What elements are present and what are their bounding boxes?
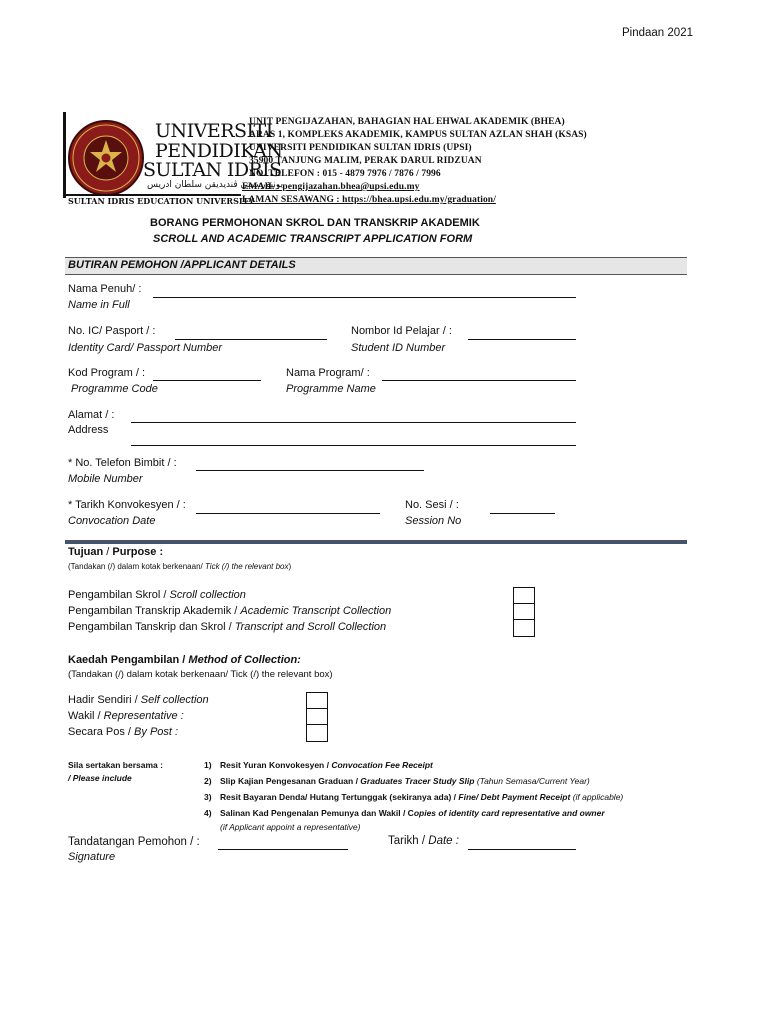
include-item-en: Graduates Tracer Study Slip (360, 776, 475, 786)
include-item-2 (204, 776, 590, 786)
date-field[interactable] (468, 849, 576, 850)
name-label-en: Name in Full (68, 299, 130, 311)
purpose-title-sep: / (103, 546, 113, 558)
purpose-option-en: Scroll collection (169, 589, 246, 601)
mobile-label-en: Mobile Number (68, 473, 143, 485)
include-item-note: (Tahun Semasa/Current Year) (474, 776, 590, 786)
method-option-representative (68, 710, 184, 722)
logo-left-bar (63, 112, 66, 198)
logo-university-line3: SULTAN IDRIS (143, 159, 282, 181)
convocation-date-field[interactable] (196, 513, 380, 514)
logo-english-name: SULTAN IDRIS EDUCATION UNIVERSITY (68, 196, 255, 206)
address-field-line2[interactable] (131, 445, 576, 446)
method-option-en: Self collection (140, 694, 209, 706)
programme-name-label: Nama Program/ : (286, 367, 370, 379)
purpose-title-malay: Tujuan (68, 546, 104, 558)
include-item-note: (if applicable) (570, 792, 624, 802)
address-line2: ARAS 1, KOMPLEKS AKADEMIK, KAMPUS SULTAN AZLAN SHAH (KSAS) (249, 130, 587, 140)
amendment-label: Pindaan 2021 (622, 27, 693, 39)
convocation-date-label: * Tarikh Konvokesyen / : (68, 499, 186, 511)
convocation-date-label-en: Convocation Date (68, 515, 156, 527)
date-label-malay: Tarikh / (388, 835, 429, 847)
student-id-label-en: Student ID Number (351, 342, 446, 354)
mobile-label: * No. Telefon Bimbit / : (68, 457, 177, 469)
include-item-4 (204, 808, 605, 818)
applicant-section-title: BUTIRAN PEMOHON /APPLICANT DETAILS (68, 259, 296, 271)
include-item-en: Convocation Fee Receipt (331, 760, 433, 770)
programme-name-label-en: Programme Name (286, 383, 376, 395)
address-label: Alamat / : (68, 409, 115, 421)
include-label-en: / Please include (68, 773, 132, 783)
address-label-en: Address (68, 424, 109, 436)
purpose-hint-end: ) (288, 562, 292, 571)
include-item-1 (204, 760, 433, 770)
method-option-malay: Wakil / (68, 710, 104, 722)
programme-code-field[interactable] (153, 380, 261, 381)
purpose-option-transcript (68, 605, 391, 617)
student-id-label: Nombor Id Pelajar / : (351, 325, 452, 337)
address-email[interactable]: EMAIL : pengijazahan.bhea@upsi.edu.my (242, 182, 420, 192)
include-label-malay: Sila sertakan bersama : (68, 760, 163, 770)
section-divider (65, 540, 687, 544)
purpose-option-scroll (68, 589, 246, 601)
purpose-option-en: Academic Transcript Collection (240, 605, 392, 617)
purpose-option-both (68, 621, 386, 633)
purpose-option-malay: Pengambilan Skrol / (68, 589, 170, 601)
name-label: Nama Penuh/ : (68, 283, 142, 295)
method-title-en: Method of Collection: (188, 654, 301, 666)
address-website[interactable]: LAMAN SESAWANG : https://bhea.upsi.edu.my/graduation/ (242, 195, 496, 205)
session-label-en: Session No (405, 515, 462, 527)
session-field[interactable] (490, 513, 555, 514)
method-option-malay: Hadir Sendiri / (68, 694, 141, 706)
include-item-3 (204, 792, 623, 802)
method-option-en: By Post : (134, 726, 179, 738)
include-item-malay: Resit Bayaran Denda/ Hutang Tertunggak (sekiranya ada) / (220, 792, 459, 802)
signature-label-en: Signature (68, 851, 116, 863)
method-title-malay: Kaedah Pengambilan / (68, 654, 189, 666)
method-option-en: Representative : (103, 710, 184, 722)
programme-code-label-en: Programme Code (71, 383, 158, 395)
date-label (388, 835, 459, 847)
address-line4: 35900 TANJUNG MALIM, PERAK DARUL RIDZUAN (249, 156, 482, 166)
method-hint: (Tandakan (/) dalam kotak berkenaan/ Tick (/) the relevant box) (68, 669, 333, 680)
university-seal (68, 120, 144, 196)
include-item-4-sub: (if Applicant appoint a representative) (220, 822, 361, 832)
address-field-line1[interactable] (131, 422, 576, 423)
ic-field[interactable] (175, 339, 327, 340)
session-label: No. Sesi / : (405, 499, 459, 511)
method-title (68, 654, 301, 666)
ic-label-en: Identity Card/ Passport Number (68, 342, 223, 354)
include-item-malay: Resit Yuran Konvokesyen / (220, 760, 332, 770)
include-item-num: 2) (204, 776, 212, 786)
include-item-num: 3) (204, 792, 212, 802)
include-item-malay: Slip Kajian Pengesanan Graduan / (220, 776, 361, 786)
signature-field[interactable] (218, 849, 348, 850)
address-line3: UNIVERSITI PENDIDIKAN SULTAN IDRIS (UPSI) (249, 143, 472, 153)
purpose-title-en: Purpose : (112, 546, 164, 558)
include-item-num: 1) (204, 760, 212, 770)
purpose-option-en: Transcript and Scroll Collection (234, 621, 387, 633)
date-label-en: Date : (428, 835, 459, 847)
mobile-field[interactable] (196, 470, 424, 471)
method-option-malay: Secara Pos / (68, 726, 135, 738)
programme-name-field[interactable] (382, 380, 576, 381)
include-item-num: 4) (204, 808, 212, 818)
logo-university-line1: UNIVERSITI (155, 120, 273, 142)
name-field[interactable] (153, 297, 576, 298)
form-title-english: SCROLL AND ACADEMIC TRANSCRIPT APPLICATION FORM (153, 233, 473, 245)
include-item-en: Fine/ Debt Payment Receipt (458, 792, 571, 802)
purpose-hint-malay: (Tandakan (/) dalam kotak berkenaan/ (68, 562, 205, 571)
method-checkbox-post[interactable] (306, 724, 328, 742)
address-phone: NO. TELEFON : 015 - 4879 7976 / 7876 / 7996 (249, 169, 441, 179)
purpose-option-malay: Pengambilan Tanskrip dan Skrol / (68, 621, 235, 633)
signature-label: Tandatangan Pemohon / : (68, 836, 200, 848)
form-title-malay: BORANG PERMOHONAN SKROL DAN TRANSKRIP AKADEMIK (150, 217, 480, 229)
purpose-option-malay: Pengambilan Transkrip Akademik / (68, 605, 241, 617)
purpose-hint (68, 562, 291, 571)
ic-label: No. IC/ Pasport / : (68, 325, 156, 337)
programme-code-label: Kod Program / : (68, 367, 146, 379)
address-line1: UNIT PENGIJAZAHAN, BAHAGIAN HAL EHWAL AKADEMIK (BHEA) (249, 117, 565, 127)
purpose-checkbox-both[interactable] (513, 619, 535, 637)
logo-block (63, 112, 284, 208)
include-item-en: opies of identity card representative and owner (413, 808, 605, 818)
method-option-post (68, 726, 178, 738)
purpose-hint-en: Tick (/) the relevant box (204, 562, 289, 571)
purpose-title (68, 546, 163, 558)
method-option-self (68, 694, 209, 706)
logo-university-line2: PENDIDIKAN (155, 140, 283, 162)
include-item-malay: Salinan Kad Pengenalan Pemunya dan Wakil / C (220, 808, 414, 818)
logo-jawi: يونيۏرسيتي ڤنديديقن سلطان ادريس (147, 180, 284, 190)
student-id-field[interactable] (468, 339, 576, 340)
